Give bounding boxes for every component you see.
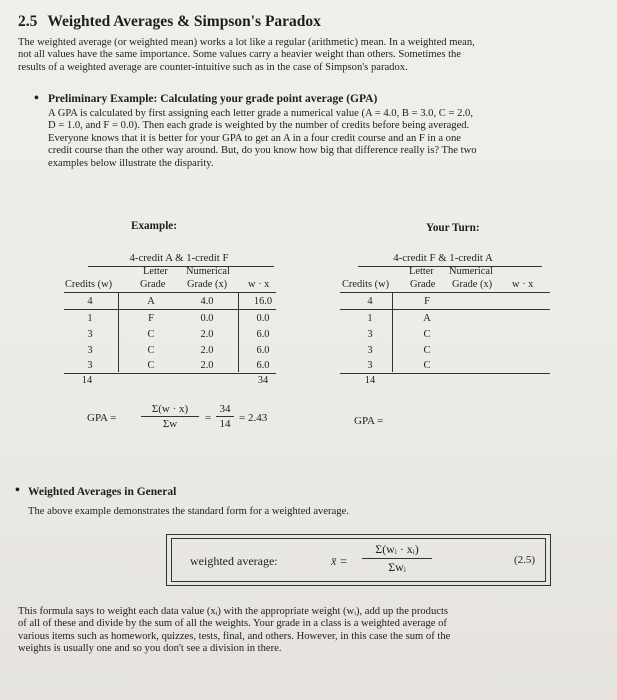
header-grade: Grade [410,279,436,290]
cell-grade: F [424,296,430,307]
gpa-numerator: Σ(w · x) [151,403,189,415]
cell-numgrade: 2.0 [200,329,214,340]
formula-denominator: Σwᵢ [388,560,406,574]
cell-credits: 3 [367,345,373,356]
total-product: 34 [257,375,269,386]
column-line [238,292,239,372]
general-heading: Weighted Averages in General [28,486,177,498]
preliminary-line: D = 1.0, and F = 0.0). Then each grade is weighted by the number of credits before being averaged. [48,120,470,132]
gpa-equals: = [205,412,212,424]
header-letter: Letter [409,266,434,277]
header-product: w · x [248,279,270,290]
bullet-icon: • [34,91,39,106]
gpa-denominator-value: 14 [219,418,231,430]
formula-lhs: x̄ = [331,554,348,568]
section-number: 2.5 [18,13,38,30]
gpa-denominator: Σw [162,418,178,430]
cell-numgrade: 0.0 [200,313,214,324]
preliminary-line: examples below illustrate the disparity. [48,157,214,169]
cell-grade: A [147,296,155,307]
cell-credits: 4 [87,296,93,307]
cell-product: 6.0 [256,360,270,371]
intro-line: results of a weighted average are counter-intuitive such as in the case of Simpson's paradox. [18,61,408,73]
closing-line: various items such as homework, quizzes, tests, final, and others. However, in this case the sum of the [18,630,451,642]
gpa-label: GPA = [87,412,117,424]
fraction-bar [141,416,199,417]
cell-credits: 3 [87,360,93,371]
bullet-icon: • [15,483,20,498]
equation-number: (2.5) [514,554,536,566]
your-turn-table-title: 4-credit F & 1-credit A [393,252,493,264]
cell-credits: 1 [87,313,93,324]
your-turn-gpa-label: GPA = [354,415,384,427]
rule-line [88,266,274,267]
formula-numerator: Σ(wᵢ · xᵢ) [375,542,419,556]
header-credits: Credits (w) [342,279,390,290]
closing-line: This formula says to weight each data value (xᵢ) with the appropriate weight (wᵢ), add up the products [18,606,449,617]
gpa-fraction [141,403,199,430]
gpa-result: = 2.43 [239,412,268,424]
preliminary-line: A GPA is calculated by first assigning each letter grade a numerical value (A = 4.0, B = 3.0, C = 2.0, [48,108,474,119]
closing-line: weights is usually one and so you don't see a division in there. [18,643,282,655]
preliminary-line: Everyone knows that it is better for your GPA to get an A in a four credit course and an F in a one [48,132,461,144]
example-table-title: 4-credit A & 1-credit F [129,252,229,264]
cell-credits: 3 [367,329,373,340]
cell-numgrade: 2.0 [200,345,214,356]
intro-line: not all values have the same importance. Some values carry a heavier weight than others. Sometimes the [18,49,462,61]
preliminary-line: credit course than the other way around. But, do you know how big that difference really is? The two [48,145,477,157]
preliminary-paragraph [48,108,608,170]
cell-numgrade: 2.0 [200,360,214,371]
header-numerical: Numerical [186,266,230,277]
formula-fraction [362,542,432,575]
header-credits: Credits (w) [65,279,113,290]
cell-grade: C [423,345,431,356]
gpa-numerator-value: 34 [219,403,231,415]
column-line [392,292,393,372]
header-letter: Letter [143,266,168,277]
cell-numgrade: 4.0 [200,296,214,307]
rule-line [64,373,276,374]
closing-paragraph [18,606,612,656]
cell-product: 0.0 [256,313,270,324]
your-turn-label: Your Turn: [426,222,480,234]
rule-line [340,373,550,374]
closing-line: of all of these and divide by the sum of all the weights. Your grade in a class is a weighted average of [18,618,447,630]
cell-grade: C [423,329,431,340]
cell-product: 16.0 [253,296,273,307]
intro-line: The weighted average (or weighted mean) works a lot like a regular (arithmetic) mean. In a weighted mean, [18,37,475,48]
cell-product: 6.0 [256,345,270,356]
header-numgrade: Grade (x) [452,279,493,290]
cell-grade: C [423,360,431,371]
header-numerical: Numerical [449,266,493,277]
cell-grade: F [148,313,154,324]
header-grade: Grade [140,279,166,290]
cell-credits: 3 [87,345,93,356]
rule-line [340,292,550,293]
cell-grade: A [423,313,431,324]
cell-credits: 1 [367,313,373,324]
rule-line [64,292,276,293]
rule-line [64,309,276,310]
formula-label: weighted average: [190,554,278,568]
total-credits: 14 [364,375,376,386]
cell-product: 6.0 [256,329,270,340]
intro-paragraph [18,37,608,74]
header-product: w · x [512,279,534,290]
column-line [118,292,119,372]
cell-grade: C [147,345,155,356]
preliminary-heading: Preliminary Example: Calculating your grade point average (GPA) [48,93,378,105]
gpa-fraction-values [216,403,234,430]
rule-line [340,309,550,310]
section-title [18,13,321,31]
fraction-bar [216,416,234,417]
fraction-bar [362,558,432,559]
cell-credits: 3 [367,360,373,371]
header-numgrade: Grade (x) [187,279,228,290]
cell-grade: C [147,360,155,371]
example-label: Example: [131,220,177,232]
section-title-text: Weighted Averages & Simpson's Paradox [47,13,321,30]
cell-grade: C [147,329,155,340]
general-line: The above example demonstrates the standard form for a weighted average. [28,506,349,517]
cell-credits: 4 [367,296,373,307]
total-credits: 14 [81,375,93,386]
cell-credits: 3 [87,329,93,340]
